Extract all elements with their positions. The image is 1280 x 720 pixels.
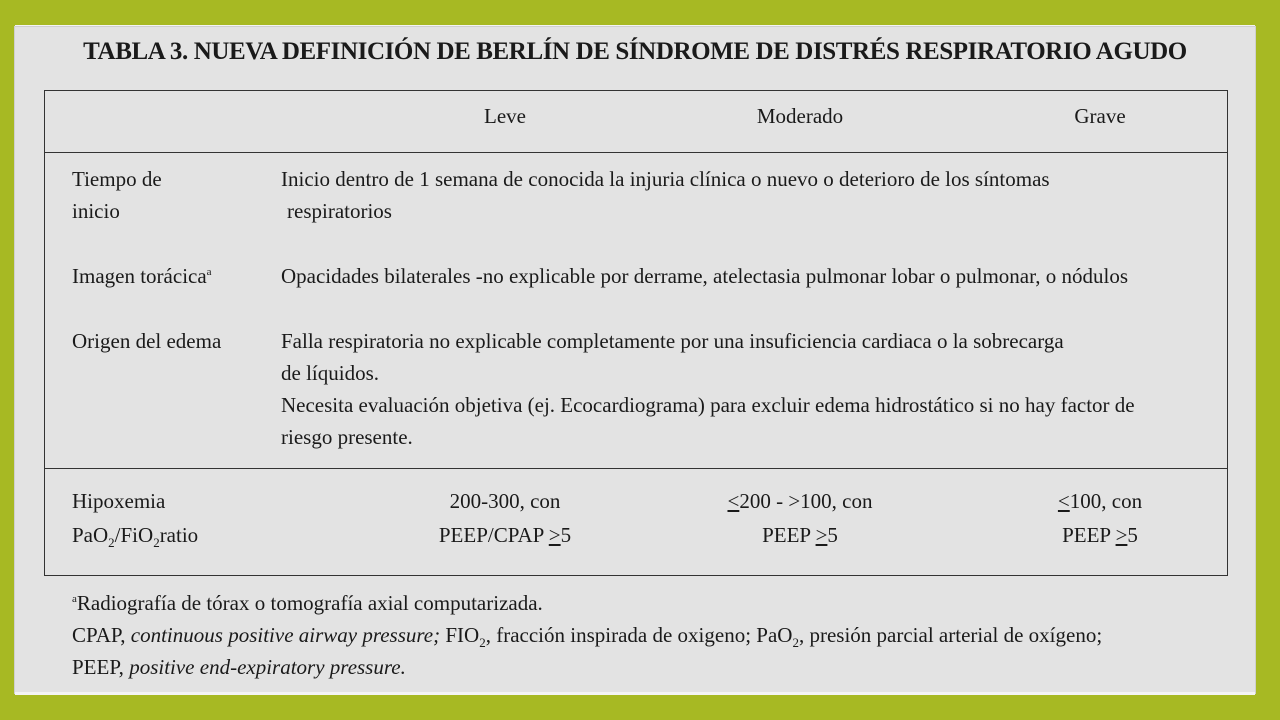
footnote-abbreviations-line1: CPAP, continuous positive airway pressure; $FIO_2$, fracción inspirada de oxigeno; PaO$_2$, presión parcial arterial de oxígeno; <box>72 623 1103 651</box>
slide-panel <box>15 27 1255 693</box>
row-label-tiempo-line1: Tiempo de <box>72 167 162 191</box>
row-text-origen-line4: riesgo presente. <box>281 425 413 449</box>
footnote-a: $^a$Radiografía de tórax o tomografía axial computarizada. <box>72 591 543 615</box>
hypoxemia-divider <box>45 468 1227 469</box>
berlin-definition-table <box>44 90 1228 576</box>
hipoxemia-leve-line2: PEEP/CPAP >5 <box>438 523 572 547</box>
table-title: TABLA 3. NUEVA DEFINICIÓN DE BERLÍN DE SÍNDROME DE DISTRÉS RESPIRATORIO AGUDO <box>83 38 1187 65</box>
hipoxemia-moderado-line2: PEEP >5 <box>762 523 838 547</box>
column-header-grave: Grave <box>1074 104 1126 128</box>
row-text-tiempo-line1: Inicio dentro de 1 semana de conocida la injuria clínica o nuevo o deterioro de los síntomas <box>281 167 1050 191</box>
row-text-origen-line3: Necesita evaluación objetiva (ej. Ecocardiograma) para excluir edema hidrostático si no hay factor de <box>281 393 1135 417</box>
row-text-tiempo-line2: respiratorios <box>287 199 392 223</box>
row-text-imagen: Opacidades bilaterales -no explicable por derrame, atelectasia pulmonar lobar o pulmonar, o nódulos <box>281 264 1129 288</box>
header-divider <box>45 152 1227 153</box>
footnote-marker-a: a <box>206 266 212 278</box>
row-text-origen-line2: de líquidos. <box>281 361 379 385</box>
column-header-moderado: Moderado <box>756 104 844 128</box>
hipoxemia-grave-line1: <100, con <box>1057 489 1143 513</box>
hipoxemia-leve-line1: 200-300, con <box>449 489 561 513</box>
row-label-origen: Origen del edema <box>72 329 222 353</box>
row-label-imagen: Imagen torácica$^a$ <box>72 264 212 288</box>
hipoxemia-moderado-line1: <200 - >100, con <box>727 489 873 513</box>
row-label-hipoxemia-line2: PaO$_2$/FiO$_2$ratio <box>72 523 199 551</box>
hipoxemia-grave-line2: PEEP >5 <box>1062 523 1138 547</box>
bottom-border-line <box>15 692 1255 695</box>
row-label-tiempo-line2: inicio <box>72 199 120 223</box>
row-label-hipoxemia-line1: Hipoxemia <box>72 489 166 513</box>
footnote-abbreviations-line2: PEEP, positive end-expiratory pressure. <box>72 655 406 679</box>
row-text-origen-line1: Falla respiratoria no explicable completamente por una insuficiencia cardiaca o la sobrecarga <box>281 329 1064 353</box>
column-header-leve: Leve <box>484 104 526 128</box>
